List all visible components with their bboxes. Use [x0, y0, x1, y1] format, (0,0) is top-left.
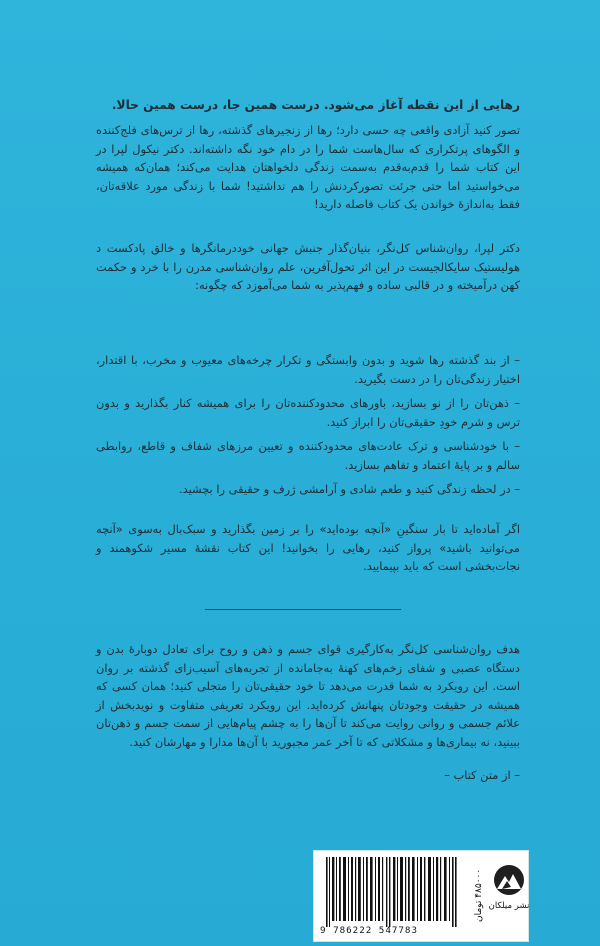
price-label: ۴۸۵۰۰۰ تومان	[474, 868, 484, 922]
bullet-list	[96, 351, 520, 505]
divider-line	[205, 609, 401, 610]
bullet-item: – با خودشناسی و ترک عادت‌های محدودکننده و تعیین مرزهای شفاف و قاطع، روابطی سالم و بر پایهٔ اعتماد و تفاهم بسازید.	[96, 439, 520, 472]
paragraph-author: دکتر لپرا، روان‌شناس کل‌نگر، بنیان‌گذار جنبش جهانی خوددرمانگرها و خالق پادکست د هولیستیک سایکالجیست در این اثر تحول‌آفرین، علم روان‌شناسی مدرن را با خرد و حکمت کهن درآمیخته و در قالبی ساده و فهم‌پذیر به شما می‌آموزد که چگونه:	[96, 241, 520, 292]
paragraph-excerpt: هدف روان‌شناسی کل‌نگر به‌کارگیری قوای جسم و ذهن و روح برای تعادل دوبارهٔ بدن و دستگاه عصبی و شفای زخم‌های کهنهٔ به‌جامانده از تجربه‌های آسیب‌زای گذشته بر روان است. این رویکرد به شما قدرت می‌دهد تا خود حقیقی‌تان را متجلی کنید؛ همان کسی که همیشه در حقیقت وجودتان پنهانش کرده‌اید. این رویکرد تعریفی متفاوت و نویدبخش از علائم جسمی و روانی روایت می‌کند تا آن‌ها را به چشم پیام‌هایی از سمت جسم و ذهن‌تان ببینید، نه بیماری‌ها و مشکلاتی که تا آخر عمر مجبورید با آن‌ها مدارا و مهارشان کنید.	[96, 642, 520, 749]
excerpt-source: – از متن کتاب –	[444, 768, 520, 782]
barcode-bars	[322, 857, 466, 927]
publisher-name: نشر میلکان	[488, 901, 530, 911]
barcode-panel	[313, 850, 529, 942]
mountain-icon	[494, 865, 524, 895]
headline: رهایی از این نقطه آغاز می‌شود. درست همین جا، درست همین حالا.	[111, 98, 520, 112]
isbn-number: 9 786222 547783	[320, 925, 418, 936]
paragraph-invitation: اگر آماده‌اید تا بار سنگینِ «آنچه بوده‌اید» را بر زمین بگذارید و سبک‌بال به‌سوی «آنچه می‌توانید باشید» پرواز کنید، رهایی را بخوانید! این کتاب نقشهٔ مسیر شکوهمند و نجات‌بخشی است که باید بپیمایید.	[96, 522, 520, 573]
paragraph-intro: تصور کنید آزادی واقعی چه حسی دارد؛ رها از زنجیرهای گذشته، رها از ترس‌های فلج‌کننده و الگوهای پرتکراری که سال‌هاست شما را در دام خود نگه داشته‌اند. دکتر نیکول لپرا در این کتاب شما را قدم‌به‌قدم به‌سمت زندگی دلخواهتان هدایت می‌کند؛ همان‌که همیشه می‌خواستید اما حتی جرئت تصورکردنش را هم نداشتید! شما با زندگی مورد علاقه‌تان، فقط به‌اندازهٔ خواندن یک کتاب فاصله دارید!	[96, 123, 520, 211]
bullet-item: – در لحظه زندگی کنید و طعم شادی و آرامشی ژرف و حقیقی را بچشید.	[178, 482, 520, 496]
publisher-logo	[488, 859, 530, 933]
bullet-item: – از بند گذشته رها شوید و بدون وابستگی و تکرار چرخه‌های معیوب و مخرب، با اقتدار، اختیار زندگی‌تان را در دست بگیرید.	[96, 353, 520, 386]
bullet-item: – ذهن‌تان را از نو بسازید، باورهای محدودکننده‌تان را برای همیشه کنار بگذارید و بدون ترس و شرم خودِ حقیقی‌تان را ابراز کنید.	[96, 396, 520, 429]
